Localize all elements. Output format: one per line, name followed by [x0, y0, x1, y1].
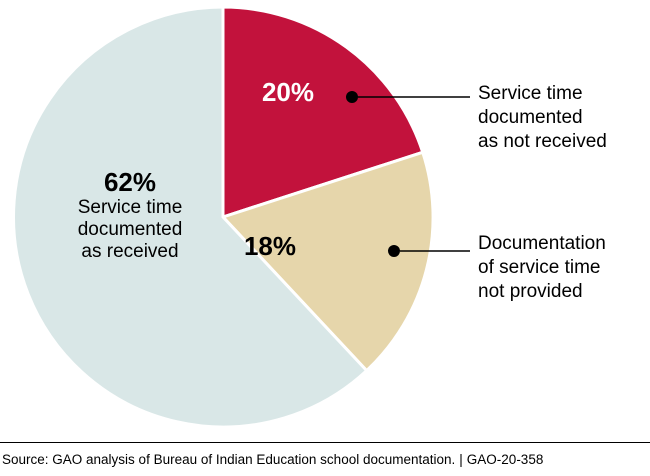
source-separator: | [459, 452, 463, 467]
footer-divider [0, 442, 650, 443]
pie-svg [8, 2, 438, 432]
source-note [2, 452, 543, 467]
slice-percent-not-provided: 18% [243, 231, 297, 261]
callout-not-received-line1: Service time [478, 83, 583, 104]
slice-label-received-line2: documented [77, 219, 183, 240]
slice-percent-not-received: 20% [261, 77, 315, 107]
slice-label-received-line3: as received [81, 241, 179, 263]
slice-label-received-line1: Service time [77, 196, 183, 218]
callout-not-received-line3: as not received [478, 130, 607, 152]
report-id: GAO-20-358 [466, 452, 544, 467]
callout-not-provided-line2: of service time [478, 256, 601, 278]
callout-label-not-received [478, 82, 648, 153]
callout-not-provided-line3: not provided [478, 280, 583, 302]
slice-percent-received: 62% [103, 167, 157, 197]
callout-not-provided-line1: Documentation [478, 233, 606, 254]
pie-chart-graphic [8, 2, 438, 432]
callout-label-not-provided [478, 232, 650, 303]
source-text: Source: GAO analysis of Bureau of Indian Education school documentation. [2, 452, 456, 467]
callout-not-received-line2: documented [478, 106, 583, 128]
